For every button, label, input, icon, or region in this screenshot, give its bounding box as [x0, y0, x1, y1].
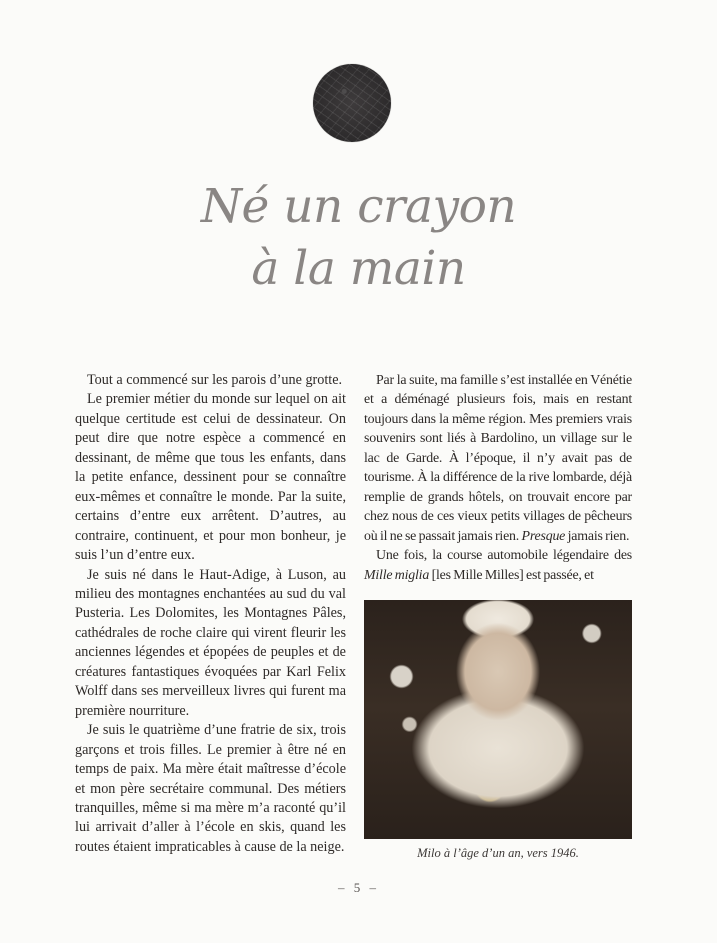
chapter-title-line-2: à la main: [251, 241, 466, 296]
emphasis-text: Mille miglia: [364, 567, 430, 583]
paragraph-text: Par la suite, ma famille s’est installée en Vénétie et a déménagé plusieurs fois, mais en restant toujours dans la même région. Mes premiers vrais souvenirs sont liés à Bardolino, un village sur le lac de Garde. À l’époque, il n’y avait pas de tourisme. À la différence de la rive lombarde, déjà remplie de grands hôtels, on trouvait encore par chez nous de ces vieux petits villages de pêcheurs où il ne se passait jamais rien.: [364, 373, 632, 544]
right-column-text: [364, 371, 632, 585]
page-number: – 5 –: [338, 880, 379, 895]
chapter-ornament-icon: [313, 64, 391, 142]
paragraph-text: jamais rien.: [565, 528, 630, 544]
photo-caption: Milo à l’âge d’un an, vers 1946.: [417, 846, 579, 860]
paragraph: [364, 546, 632, 585]
paragraph: Je suis né dans le Haut-Adige, à Luson, au milieu des montagnes enchantées au sud du val Pusteria. Les Dolomites, les Montagnes Pâles, cathédrales de roche claire qui virent fleurir les anciennes légendes et épopées de peuples et de créatures fantastiques évoquées par Karl Felix Wolff dans ses merveilleux livres qui furent ma première nourriture.: [75, 566, 346, 719]
paragraph: Tout a commencé sur les parois d’une grotte.: [87, 372, 343, 388]
left-text-column: [75, 371, 346, 857]
baby-photo: [364, 600, 632, 839]
emphasis-text: Presque: [521, 528, 566, 544]
chapter-title: [0, 176, 717, 300]
paragraph-text: Une fois, la course automobile légendaire des: [376, 548, 632, 564]
right-text-column: [364, 371, 632, 599]
paragraph: [364, 371, 632, 546]
paragraph-text: [les Mille Milles] est passée, et: [429, 567, 594, 583]
chapter-title-line-1: Né un crayon: [200, 179, 517, 234]
paragraph: Je suis le quatrième d’une fratrie de six, trois garçons et trois filles. Le premier à être né en temps de paix. Ma mère était maîtresse d’école et mon père secrétaire communal. Des métiers tranquilles, même si ma mère m’a raconté qu’il lui arrivait d’aller à l’école en skis, quand les routes étaient impraticables à cause de la neige.: [75, 722, 346, 855]
paragraph: Le premier métier du monde sur lequel on ait quelque certitude est celui de dessinateur. On peut dire que notre espèce a commencé en dessinant, de même que tous les enfants, dans la petite enfance, dessinent pour se connaître eux-mêmes et connaître le monde. Par la suite, certains d’entre eux arrêtent. D’autres, au contraire, continuent, et pour mon bonheur, je suis l’un d’entre eux.: [75, 391, 346, 564]
